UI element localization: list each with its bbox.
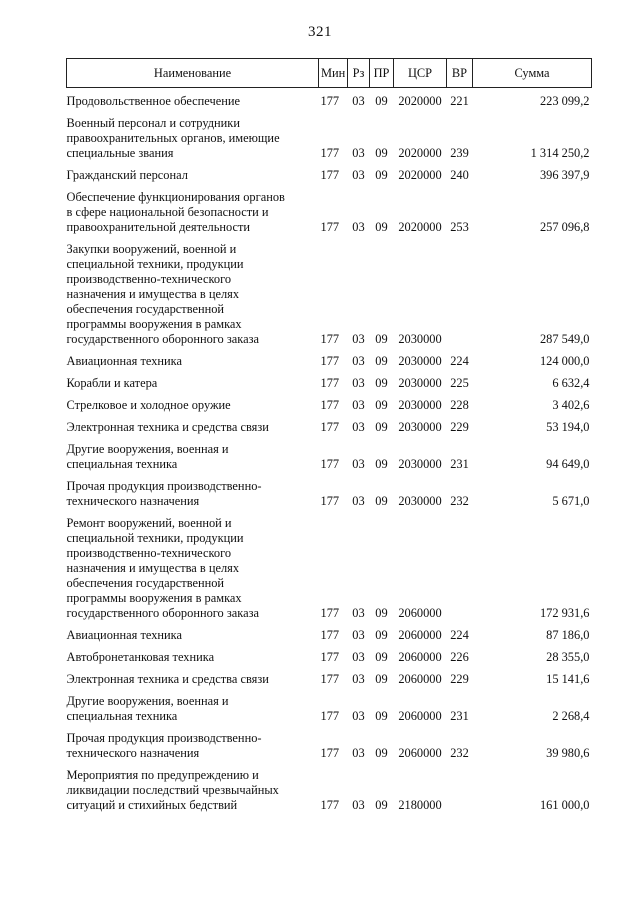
cell-pr: 09: [375, 650, 388, 664]
cell-csr: 2060000: [398, 746, 442, 760]
table-row: [67, 665, 592, 687]
cell-csr: 2060000: [398, 606, 442, 620]
cell-sum: 6 632,4: [552, 376, 590, 390]
cell-csr: 2030000: [398, 420, 442, 434]
cell-pr: 09: [375, 709, 388, 723]
table-row: [67, 643, 592, 665]
cell-min: 177: [320, 168, 340, 182]
cell-rz: 03: [352, 146, 365, 160]
cell-name: Электронная техника и средства связи: [66, 420, 269, 434]
cell-sum: 94 649,0: [546, 457, 590, 471]
cell-rz: 03: [352, 709, 365, 723]
cell-vr: 239: [450, 146, 469, 160]
cell-min: 177: [320, 709, 340, 723]
cell-rz: 03: [352, 354, 365, 368]
cell-vr: 228: [450, 398, 469, 412]
cell-vr: 253: [450, 220, 469, 234]
cell-vr: 232: [450, 746, 469, 760]
cell-csr: 2020000: [398, 94, 442, 108]
cell-rz: 03: [352, 672, 365, 686]
cell-pr: 09: [375, 168, 388, 182]
cell-csr: 2060000: [398, 628, 442, 642]
table-row: [67, 347, 592, 369]
cell-min: 177: [320, 354, 340, 368]
cell-min: 177: [320, 332, 340, 346]
table-row: [67, 109, 592, 161]
header-csr: ЦСР: [394, 59, 447, 88]
table-row: [67, 88, 592, 110]
cell-name: Электронная техника и средства связи: [66, 672, 269, 686]
table-row: [67, 235, 592, 347]
cell-rz: 03: [352, 220, 365, 234]
cell-csr: 2060000: [398, 709, 442, 723]
cell-min: 177: [320, 494, 340, 508]
cell-rz: 03: [352, 494, 365, 508]
cell-min: 177: [320, 420, 340, 434]
cell-csr: 2020000: [398, 146, 442, 160]
header-vr: ВР: [447, 59, 473, 88]
cell-name: Закупки вооружений, военной и специальной техники, продукции производственно-технического назначения и имущества в целях обеспечения государственной программы вооружения в рамках государственного оборонного заказа: [66, 242, 259, 346]
cell-name: Авиационная техника: [66, 354, 182, 368]
cell-rz: 03: [352, 398, 365, 412]
cell-min: 177: [320, 398, 340, 412]
cell-rz: 03: [352, 628, 365, 642]
cell-rz: 03: [352, 94, 365, 108]
cell-rz: 03: [352, 457, 365, 471]
cell-name: Корабли и катера: [66, 376, 158, 390]
cell-name: Другие вооружения, военная и специальная техника: [66, 694, 229, 723]
cell-vr: 221: [450, 94, 469, 108]
cell-name: Стрелковое и холодное оружие: [66, 398, 231, 412]
table-row: [67, 761, 592, 813]
cell-pr: 09: [375, 606, 388, 620]
table-header: [67, 59, 592, 88]
cell-pr: 09: [375, 354, 388, 368]
cell-name: Прочая продукция производственно- технического назначения: [66, 731, 262, 760]
table-body: [67, 88, 592, 814]
cell-sum: 223 099,2: [539, 94, 590, 108]
cell-csr: 2020000: [398, 168, 442, 182]
table-row: [67, 472, 592, 509]
cell-sum: 53 194,0: [546, 420, 590, 434]
cell-sum: 28 355,0: [546, 650, 590, 664]
cell-sum: 124 000,0: [539, 354, 590, 368]
cell-pr: 09: [375, 494, 388, 508]
table-row: [67, 369, 592, 391]
cell-csr: 2030000: [398, 494, 442, 508]
cell-vr: 231: [450, 709, 469, 723]
cell-name: Мероприятия по предупреждению и ликвидации последствий чрезвычайных ситуаций и стихийных бедствий: [66, 768, 279, 812]
cell-csr: 2030000: [398, 398, 442, 412]
cell-csr: 2060000: [398, 672, 442, 686]
cell-vr: 232: [450, 494, 469, 508]
cell-sum: 15 141,6: [546, 672, 590, 686]
cell-vr: 229: [450, 420, 469, 434]
cell-name: Гражданский персонал: [66, 168, 188, 182]
cell-sum: 39 980,6: [546, 746, 590, 760]
cell-csr: 2030000: [398, 457, 442, 471]
cell-sum: 287 549,0: [539, 332, 590, 346]
cell-min: 177: [320, 672, 340, 686]
cell-rz: 03: [352, 798, 365, 812]
header-rz: Рз: [348, 59, 370, 88]
cell-pr: 09: [375, 398, 388, 412]
cell-csr: 2060000: [398, 650, 442, 664]
cell-name: Продовольственное обеспечение: [66, 94, 240, 108]
cell-csr: 2180000: [398, 798, 442, 812]
table-row: [67, 183, 592, 235]
table-row: [67, 724, 592, 761]
cell-sum: 1 314 250,2: [530, 146, 590, 160]
cell-vr: 226: [450, 650, 469, 664]
cell-sum: 161 000,0: [539, 798, 590, 812]
cell-name: Ремонт вооружений, военной и специальной техники, продукции производственно-технического назначения и имущества в целях обеспечения государственной программы вооружения в рамках государственного оборонного заказа: [66, 516, 259, 620]
cell-vr: 224: [450, 628, 469, 642]
cell-sum: 87 186,0: [546, 628, 590, 642]
cell-vr: 225: [450, 376, 469, 390]
cell-pr: 09: [375, 457, 388, 471]
cell-pr: 09: [375, 146, 388, 160]
cell-name: Авиационная техника: [66, 628, 182, 642]
cell-vr: 224: [450, 354, 469, 368]
cell-min: 177: [320, 376, 340, 390]
table-row: [67, 509, 592, 621]
page-number: 321: [308, 24, 332, 40]
cell-rz: 03: [352, 376, 365, 390]
cell-min: 177: [320, 746, 340, 760]
cell-pr: 09: [375, 798, 388, 812]
cell-min: 177: [320, 94, 340, 108]
budget-table: [66, 58, 592, 813]
cell-pr: 09: [375, 220, 388, 234]
cell-sum: 172 931,6: [539, 606, 590, 620]
cell-name: Другие вооружения, военная и специальная техника: [66, 442, 229, 471]
table-row: [67, 687, 592, 724]
cell-min: 177: [320, 457, 340, 471]
cell-pr: 09: [375, 420, 388, 434]
cell-pr: 09: [375, 746, 388, 760]
cell-name: Военный персонал и сотрудники правоохранительных органов, имеющие специальные звания: [66, 116, 280, 160]
cell-pr: 09: [375, 628, 388, 642]
cell-vr: 240: [450, 168, 469, 182]
cell-min: 177: [320, 606, 340, 620]
cell-csr: 2030000: [398, 332, 442, 346]
cell-csr: 2030000: [398, 376, 442, 390]
cell-rz: 03: [352, 168, 365, 182]
cell-csr: 2020000: [398, 220, 442, 234]
cell-pr: 09: [375, 376, 388, 390]
table-row: [67, 413, 592, 435]
cell-vr: 231: [450, 457, 469, 471]
cell-min: 177: [320, 628, 340, 642]
cell-min: 177: [320, 650, 340, 664]
cell-min: 177: [320, 220, 340, 234]
cell-rz: 03: [352, 650, 365, 664]
cell-vr: [447, 235, 473, 347]
cell-vr: [447, 761, 473, 813]
cell-sum: 2 268,4: [552, 709, 590, 723]
header-sum: Сумма: [473, 59, 592, 88]
cell-sum: 3 402,6: [552, 398, 590, 412]
table-row: [67, 391, 592, 413]
cell-sum: 396 397,9: [539, 168, 590, 182]
cell-name: Прочая продукция производственно- технического назначения: [66, 479, 262, 508]
table-row: [67, 621, 592, 643]
cell-min: 177: [320, 798, 340, 812]
cell-name: Обеспечение функционирования органов в сфере национальной безопасности и правоохранительной деятельности: [66, 190, 285, 234]
header-name: Наименование: [67, 59, 319, 88]
cell-sum: 257 096,8: [539, 220, 590, 234]
cell-vr: 229: [450, 672, 469, 686]
cell-rz: 03: [352, 746, 365, 760]
cell-vr: [447, 509, 473, 621]
cell-pr: 09: [375, 94, 388, 108]
cell-rz: 03: [352, 332, 365, 346]
cell-pr: 09: [375, 332, 388, 346]
cell-min: 177: [320, 146, 340, 160]
table-row: [67, 435, 592, 472]
header-min: Мин: [319, 59, 348, 88]
cell-name: Автобронетанковая техника: [66, 650, 215, 664]
cell-rz: 03: [352, 606, 365, 620]
cell-pr: 09: [375, 672, 388, 686]
cell-csr: 2030000: [398, 354, 442, 368]
table-row: [67, 161, 592, 183]
cell-sum: 5 671,0: [552, 494, 590, 508]
cell-rz: 03: [352, 420, 365, 434]
header-pr: ПР: [370, 59, 394, 88]
